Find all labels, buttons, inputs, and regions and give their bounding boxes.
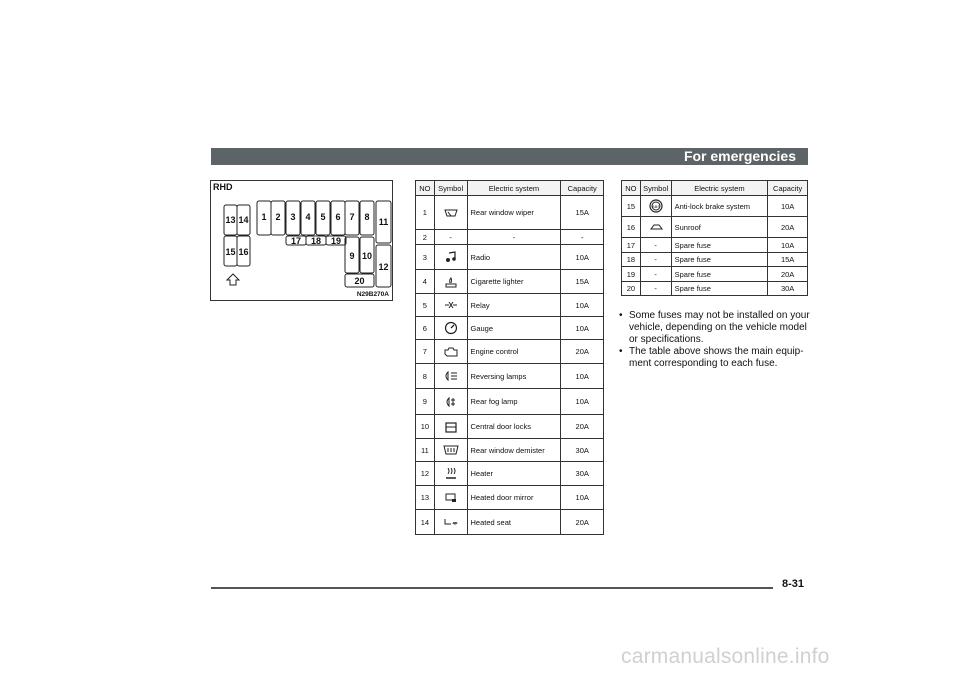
section-title: For emergencies xyxy=(683,148,796,164)
heater-icon xyxy=(434,462,467,486)
fuse-label-18: 18 xyxy=(310,236,322,246)
electric-system-cell: Radio xyxy=(467,245,561,270)
fuse-box-diagram xyxy=(210,180,393,301)
fuse-number-cell: 19 xyxy=(622,267,641,282)
table-row xyxy=(416,340,604,364)
column-header-system: Electric system xyxy=(467,181,561,196)
symbol-cell: - xyxy=(640,253,671,267)
fuse-number-cell: 2 xyxy=(416,230,435,245)
capacity-cell: 20A xyxy=(561,340,604,364)
electric-system-cell: Reversing lamps xyxy=(467,364,561,389)
table-row xyxy=(416,294,604,317)
table-header-row xyxy=(416,181,604,196)
fuse-layout-drawing xyxy=(211,181,394,302)
engine-icon xyxy=(434,340,467,364)
fuse-label-20: 20 xyxy=(354,276,365,286)
capacity-cell: 30A xyxy=(768,282,808,296)
column-header-symbol: Symbol xyxy=(640,181,671,196)
column-header-system: Electric system xyxy=(671,181,768,196)
fuse-number-cell: 8 xyxy=(416,364,435,389)
fuse-label-2: 2 xyxy=(275,212,281,222)
table-row xyxy=(622,253,808,267)
fuse-label-7: 7 xyxy=(349,212,355,222)
electric-system-cell: Rear window demister xyxy=(467,439,561,462)
fuse-number-cell: 13 xyxy=(416,486,435,510)
note-line: Some fuses may not be installed on your xyxy=(629,310,810,321)
electric-system-cell: Gauge xyxy=(467,317,561,340)
cigarette-lighter-icon xyxy=(434,270,467,294)
electric-system-cell: Cigarette lighter xyxy=(467,270,561,294)
capacity-cell: 30A xyxy=(561,462,604,486)
table-row xyxy=(416,245,604,270)
electric-system-cell: Spare fuse xyxy=(671,267,768,282)
fuse-label-4: 4 xyxy=(305,212,311,222)
table-row xyxy=(622,238,808,253)
fuse-label-15: 15 xyxy=(225,247,236,257)
column-header-capacity: Capacity xyxy=(561,181,604,196)
capacity-cell: 30A xyxy=(561,439,604,462)
table-row xyxy=(416,439,604,462)
capacity-cell: 20A xyxy=(561,510,604,535)
note-line: The table above shows the main equip- xyxy=(629,346,804,357)
column-header-no: NO xyxy=(416,181,435,196)
fuse-label-1: 1 xyxy=(261,212,267,222)
capacity-cell: 20A xyxy=(768,217,808,238)
electric-system-cell: Engine control xyxy=(467,340,561,364)
electric-system-cell: Heated door mirror xyxy=(467,486,561,510)
table-row xyxy=(416,317,604,340)
table-row xyxy=(622,267,808,282)
fuse-number-cell: 14 xyxy=(416,510,435,535)
electric-system-cell: Heater xyxy=(467,462,561,486)
fuse-number-cell: 20 xyxy=(622,282,641,296)
fuse-label-5: 5 xyxy=(320,212,326,222)
fuse-table-left-body xyxy=(416,196,604,535)
heated-mirror-icon xyxy=(434,486,467,510)
capacity-cell: 10A xyxy=(768,196,808,217)
electric-system-cell: Sunroof xyxy=(671,217,768,238)
capacity-cell: 15A xyxy=(561,196,604,230)
footer-rule xyxy=(211,587,773,589)
fuse-number-cell: 17 xyxy=(622,238,641,253)
fuse-label-16: 16 xyxy=(238,247,249,257)
figure-code: N29B270A xyxy=(356,291,389,298)
electric-system-cell: Heated seat xyxy=(467,510,561,535)
fuse-number-cell: 3 xyxy=(416,245,435,270)
electric-system-cell: Rear fog lamp xyxy=(467,389,561,415)
capacity-cell: 10A xyxy=(561,294,604,317)
fuse-label-11: 11 xyxy=(378,217,389,227)
electric-system-cell: Relay xyxy=(467,294,561,317)
fuse-number-cell: 12 xyxy=(416,462,435,486)
sunroof-icon xyxy=(640,217,671,238)
table-header-row xyxy=(622,181,808,196)
bullet-icon: • xyxy=(619,310,623,321)
capacity-cell: 10A xyxy=(561,245,604,270)
fuse-number-cell: 15 xyxy=(622,196,641,217)
symbol-cell: - xyxy=(434,230,467,245)
capacity-cell: 20A xyxy=(561,415,604,439)
capacity-cell: - xyxy=(561,230,604,245)
symbol-cell: - xyxy=(640,238,671,253)
note-line: vehicle, depending on the vehicle model xyxy=(629,322,807,333)
fuse-label-14: 14 xyxy=(238,215,249,225)
note-item xyxy=(619,346,811,370)
table-row xyxy=(416,196,604,230)
fuse-label-8: 8 xyxy=(364,212,370,222)
table-row xyxy=(416,510,604,535)
fuse-label-10: 10 xyxy=(361,251,373,261)
capacity-cell: 10A xyxy=(561,486,604,510)
fuse-label-17: 17 xyxy=(290,236,302,246)
capacity-cell: 10A xyxy=(561,364,604,389)
capacity-cell: 20A xyxy=(768,267,808,282)
symbol-cell: - xyxy=(640,267,671,282)
capacity-cell: 15A xyxy=(768,253,808,267)
notes-list xyxy=(619,310,811,370)
fuse-label-6: 6 xyxy=(335,212,341,222)
fuse-number-cell: 9 xyxy=(416,389,435,415)
fuse-number-cell: 10 xyxy=(416,415,435,439)
radio-icon xyxy=(434,245,467,270)
note-line: or specifications. xyxy=(629,334,704,345)
capacity-cell: 10A xyxy=(561,317,604,340)
electric-system-cell: Spare fuse xyxy=(671,282,768,296)
capacity-cell: 10A xyxy=(768,238,808,253)
electric-system-cell: Central door locks xyxy=(467,415,561,439)
fuse-number-cell: 18 xyxy=(622,253,641,267)
watermark: carmanualsonline.info xyxy=(621,645,830,668)
fuse-label-9: 9 xyxy=(349,251,355,261)
table-row xyxy=(416,415,604,439)
electric-system-cell: Spare fuse xyxy=(671,253,768,267)
table-row xyxy=(622,282,808,296)
note-item xyxy=(619,310,811,346)
rear-wiper-icon xyxy=(434,196,467,230)
fuse-label-19: 19 xyxy=(330,236,342,246)
door-lock-icon xyxy=(434,415,467,439)
electric-system-cell: Spare fuse xyxy=(671,238,768,253)
table-row xyxy=(622,217,808,238)
fuse-label-12: 12 xyxy=(378,262,389,272)
electric-system-cell: Anti-lock brake system xyxy=(671,196,768,217)
table-row xyxy=(416,486,604,510)
gauge-icon xyxy=(434,317,467,340)
table-row xyxy=(416,389,604,415)
fuse-number-cell: 5 xyxy=(416,294,435,317)
fuse-table-right-body xyxy=(622,196,808,296)
svg-text:ABS: ABS xyxy=(651,204,660,209)
column-header-symbol: Symbol xyxy=(434,181,467,196)
capacity-cell: 10A xyxy=(561,389,604,415)
rear-demister-icon xyxy=(434,439,467,462)
table-row xyxy=(622,196,808,217)
fuse-table-right xyxy=(621,180,808,296)
heated-seat-icon xyxy=(434,510,467,535)
fuse-table-left xyxy=(415,180,604,535)
fuse-number-cell: 7 xyxy=(416,340,435,364)
column-header-no: NO xyxy=(622,181,641,196)
relay-icon xyxy=(434,294,467,317)
page-number: 8-31 xyxy=(782,578,805,590)
fuse-label-13: 13 xyxy=(225,215,236,225)
fuse-label-3: 3 xyxy=(290,212,296,222)
electric-system-cell: Rear window wiper xyxy=(467,196,561,230)
section-header-bar xyxy=(211,148,808,165)
bullet-icon: • xyxy=(619,346,623,357)
table-row xyxy=(416,462,604,486)
diagram-label: RHD xyxy=(213,182,233,192)
fuse-number-cell: 4 xyxy=(416,270,435,294)
fuse-number-cell: 6 xyxy=(416,317,435,340)
column-header-capacity: Capacity xyxy=(768,181,808,196)
abs-icon xyxy=(640,196,671,217)
table-row xyxy=(416,364,604,389)
reversing-lamp-icon xyxy=(434,364,467,389)
fuse-number-cell: 11 xyxy=(416,439,435,462)
orientation-arrow-icon xyxy=(227,274,239,285)
electric-system-cell: - xyxy=(467,230,561,245)
fuse-number-cell: 1 xyxy=(416,196,435,230)
capacity-cell: 15A xyxy=(561,270,604,294)
fuse-number-cell: 16 xyxy=(622,217,641,238)
table-row xyxy=(416,270,604,294)
rear-fog-lamp-icon xyxy=(434,389,467,415)
note-line: ment corresponding to each fuse. xyxy=(629,358,778,369)
symbol-cell: - xyxy=(640,282,671,296)
table-row xyxy=(416,230,604,245)
